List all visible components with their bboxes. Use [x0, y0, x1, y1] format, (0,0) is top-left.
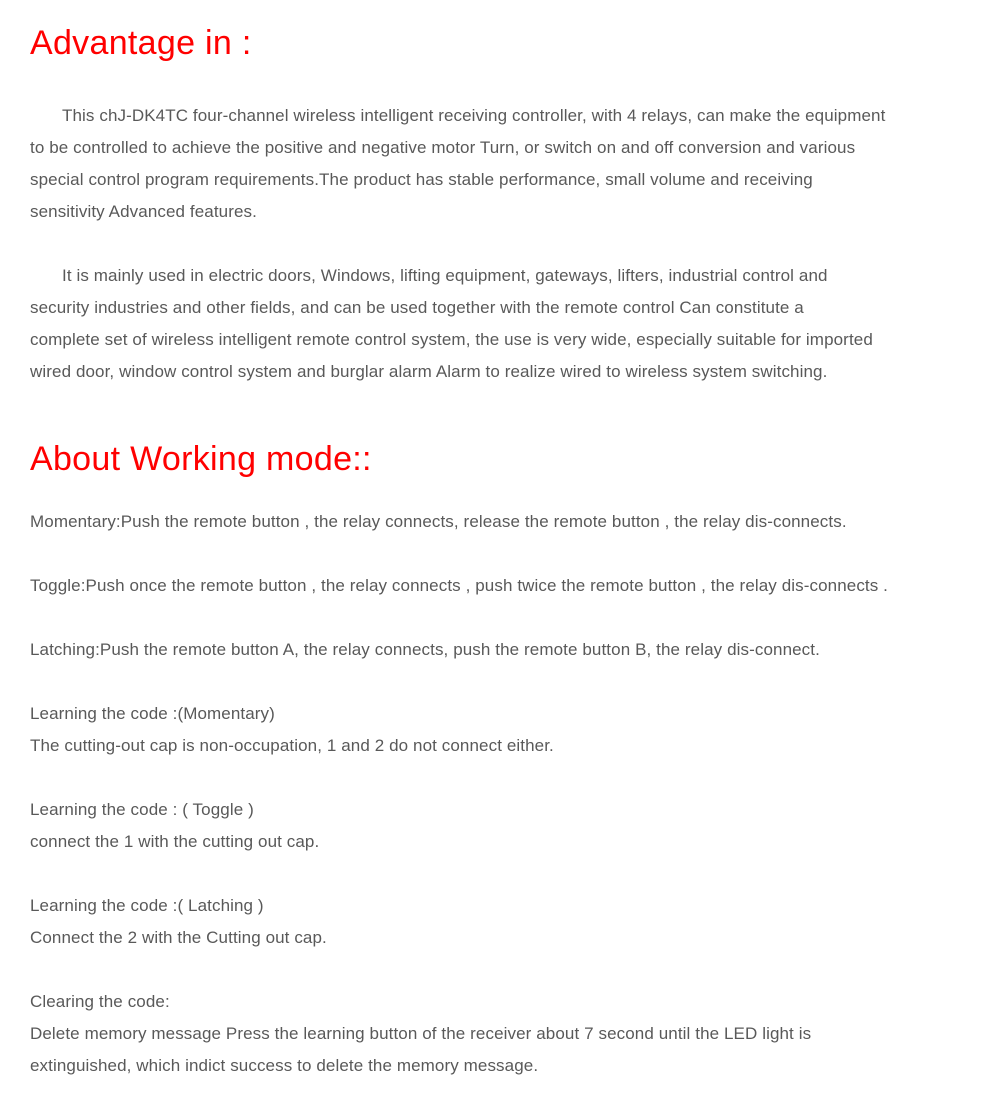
paragraph-line: Learning the code :(Momentary) [30, 704, 275, 723]
advantage-paragraph-2 [30, 260, 990, 388]
momentary-mode-paragraph [30, 506, 990, 538]
paragraph-line: It is mainly used in electric doors, Windows, lifting equipment, gateways, lifters, industrial control and [62, 266, 828, 285]
paragraph-line: complete set of wireless intelligent remote control system, the use is very wide, especially suitable for imported [30, 330, 873, 349]
toggle-mode-paragraph [30, 570, 990, 602]
advantage-paragraph-1 [30, 100, 990, 228]
advantage-heading: Advantage in : [30, 24, 252, 62]
paragraph-line: Learning the code :( Latching ) [30, 896, 264, 915]
paragraph-line: Latching:Push the remote button A, the relay connects, push the remote button B, the relay dis-connect. [30, 640, 820, 659]
paragraph-line: security industries and other fields, and can be used together with the remote control Can constitute a [30, 298, 804, 317]
learning-code-momentary-paragraph [30, 698, 990, 762]
paragraph-line: The cutting-out cap is non-occupation, 1 and 2 do not connect either. [30, 736, 554, 755]
learning-code-toggle-paragraph [30, 794, 990, 858]
paragraph-line: wired door, window control system and burglar alarm Alarm to realize wired to wireless system switching. [30, 362, 828, 381]
paragraph-line: special control program requirements.The product has stable performance, small volume and receiving [30, 170, 813, 189]
paragraph-line: Connect the 2 with the Cutting out cap. [30, 928, 327, 947]
clearing-code-paragraph [30, 986, 990, 1082]
paragraph-line: extinguished, which indict success to delete the memory message. [30, 1056, 539, 1075]
paragraph-line: Clearing the code: [30, 992, 170, 1011]
paragraph-line: to be controlled to achieve the positive and negative motor Turn, or switch on and off conversion and various [30, 138, 856, 157]
paragraph-line: connect the 1 with the cutting out cap. [30, 832, 320, 851]
paragraph-line: Momentary:Push the remote button , the relay connects, release the remote button , the relay dis-connects. [30, 512, 847, 531]
paragraph-line: Delete memory message Press the learning button of the receiver about 7 second until the LED light is [30, 1024, 812, 1043]
learning-code-latching-paragraph [30, 890, 990, 954]
paragraph-line: Toggle:Push once the remote button , the relay connects , push twice the remote button , the relay dis-connects . [30, 576, 889, 595]
latching-mode-paragraph [30, 634, 990, 666]
working-mode-heading: About Working mode:: [30, 440, 372, 478]
paragraph-line: sensitivity Advanced features. [30, 202, 257, 221]
paragraph-line: Learning the code : ( Toggle ) [30, 800, 254, 819]
paragraph-line: This chJ-DK4TC four-channel wireless intelligent receiving controller, with 4 relays, can make the equipment [62, 106, 886, 125]
